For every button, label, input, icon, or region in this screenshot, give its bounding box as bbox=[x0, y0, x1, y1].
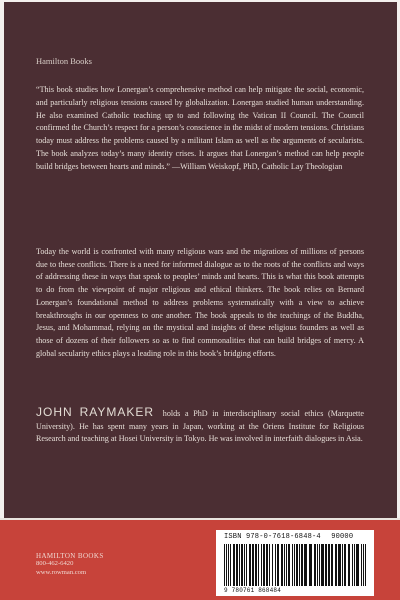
publisher-name-bottom: HAMILTON BOOKS bbox=[36, 552, 104, 560]
barcode-bar bbox=[335, 544, 337, 586]
barcode-bar bbox=[314, 544, 316, 586]
barcode-bar bbox=[239, 544, 240, 586]
barcode-bar bbox=[230, 544, 231, 586]
book-description: Today the world is confronted with many religious wars and the migrations of millions of persons due to these conflicts. There is a need for informed dialogue as to the roots of the conflicts and ways of addressing these in ways that speak to peoples’ minds and hearts. This is what this book attempts to do from the viewpoint of major religious and ethical thinkers. The book relies on Bernard Lonergan’s foundational method to address problems systematically with a view to achieve breakthroughs in our openness to one another. The book appeals to the teachings of the Buddha, Jesus, and Mohammad, relying on the mystical and insights of these religious founders as well as those of dozens of their followers so as to find commonalities that can build bridges of mercy. A global secularity ethics plays a leading role in this book’s bridging efforts. bbox=[36, 247, 364, 358]
band-divider bbox=[0, 518, 400, 520]
isbn-label bbox=[224, 533, 353, 541]
publisher-phone: 800-462-6420 bbox=[36, 560, 74, 568]
publisher-name-top: Hamilton Books bbox=[36, 56, 92, 66]
barcode-bar bbox=[272, 544, 273, 586]
barcode-bar bbox=[342, 544, 343, 586]
barcode-bar bbox=[275, 544, 276, 586]
barcode-bar bbox=[246, 544, 247, 586]
barcode-bar bbox=[331, 544, 333, 586]
barcode-bar bbox=[284, 544, 285, 586]
author-bio bbox=[36, 406, 364, 446]
barcode-bar bbox=[301, 544, 303, 586]
barcode-bar bbox=[296, 544, 298, 586]
barcode-bar bbox=[277, 544, 279, 586]
barcode-bar bbox=[354, 544, 355, 586]
barcode-bar bbox=[228, 544, 229, 586]
barcode-bar bbox=[249, 544, 251, 586]
barcode-bar bbox=[317, 544, 318, 586]
barcode-bar bbox=[288, 544, 290, 586]
barcode-box bbox=[216, 530, 374, 596]
publisher-url: www.rowman.com bbox=[36, 568, 87, 576]
barcode-bar bbox=[344, 544, 346, 586]
barcode-bar bbox=[304, 544, 307, 586]
barcode-bar bbox=[319, 544, 320, 586]
quote-text: “This book studies how Lonergan’s comprehensive method can help mitigate the social, economic, and particularly religious tensions caused by globalization. Lonergan studied human understanding. He also examined Catholic teaching up to and following the Vatican II Council. The Council confirmed the Church’s respect for a person’s conscience in the midst of modern tensions. Christians today must address the problems caused by a militant Islam as well as the arguments of secularists. The book analyzes today’s many identity crises. It argues that Lonergan’s method can help people build bridges between hearts and minds.” bbox=[36, 85, 364, 171]
barcode-bar bbox=[352, 544, 353, 586]
barcode-bar bbox=[244, 544, 245, 586]
barcode-bar bbox=[348, 544, 350, 586]
barcode-bar bbox=[361, 544, 362, 586]
barcode-bar bbox=[338, 544, 341, 586]
barcode-bar bbox=[241, 544, 243, 586]
quote-attribution: —William Weiskopf, PhD, Catholic Lay Theologian bbox=[172, 161, 343, 171]
barcode-bar bbox=[292, 544, 293, 586]
barcode-digits: 9 780761 868484 bbox=[224, 587, 282, 594]
barcode-bar bbox=[263, 544, 265, 586]
barcode-bar bbox=[365, 544, 366, 586]
barcode-bar bbox=[258, 544, 259, 586]
top-edge bbox=[0, 0, 400, 2]
barcode-bar bbox=[236, 544, 238, 586]
barcode-bar bbox=[226, 544, 227, 586]
barcode-bar bbox=[356, 544, 359, 586]
left-edge bbox=[0, 0, 4, 600]
barcode-bar bbox=[233, 544, 235, 586]
author-name: JOHN RAYMAKER bbox=[36, 405, 155, 419]
endorsement-quote bbox=[36, 84, 364, 174]
barcode-bar bbox=[266, 544, 268, 586]
barcode-bar bbox=[252, 544, 254, 586]
publisher-block bbox=[36, 552, 104, 577]
barcode-bar bbox=[299, 544, 300, 586]
barcode-bar bbox=[328, 544, 330, 586]
barcode-bar bbox=[294, 544, 295, 586]
barcode-bar bbox=[321, 544, 324, 586]
isbn-text: ISBN 978-0-7618-6848-4 bbox=[224, 533, 321, 541]
barcode-bar bbox=[224, 544, 225, 586]
barcode-bar bbox=[269, 544, 270, 586]
barcode-bar bbox=[325, 544, 327, 586]
barcode-bar bbox=[309, 544, 312, 586]
barcode-bar bbox=[261, 544, 262, 586]
price-code: 90000 bbox=[331, 533, 354, 541]
barcode-bar bbox=[286, 544, 287, 586]
barcode-image bbox=[222, 544, 368, 588]
author-bio-text: holds a PhD in interdisciplinary social ethics (Marquette University). He has spent many years in Japan, working at the Oriens Institute for Religious Research and teaching at Hosei University in Tokyo. He was involved in interfaith dialogues in Asia. bbox=[36, 409, 364, 444]
barcode-bar bbox=[255, 544, 257, 586]
barcode-bar bbox=[281, 544, 283, 586]
barcode-bar bbox=[363, 544, 364, 586]
